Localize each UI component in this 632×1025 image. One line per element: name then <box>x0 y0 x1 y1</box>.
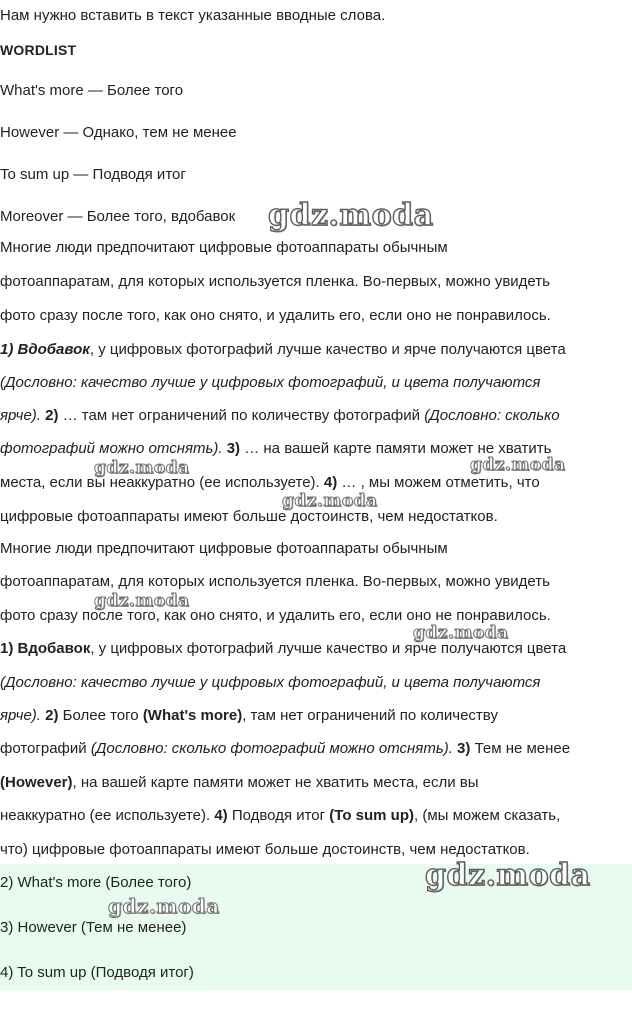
solution-line: фото сразу после того, как оно снято, и удалить его, если оно не понравилось. <box>0 607 551 624</box>
solution-line: ярче). 2) Более того (What's more), там нет ограничений по количеству <box>0 707 498 724</box>
watermark-logo: gdz.moda <box>94 458 190 478</box>
gap-2-number: 2) <box>45 407 59 424</box>
gap-3-number: 3) <box>226 440 241 457</box>
wordlist-item: What's more — Более того <box>0 82 184 99</box>
gap-4-number: 4) <box>323 474 338 491</box>
task-line: места, если вы неаккуратно (ее используете). 4) … , мы можем отметить, что <box>0 474 540 491</box>
gap-1-answer: 1) Вдобавок <box>0 341 90 358</box>
wordlist-heading: WORDLIST <box>0 42 77 58</box>
solution-line: (However), на вашей карте памяти может не хватить места, если вы <box>0 774 479 791</box>
task-line: фотографий можно отснять). 3) … на вашей карте памяти может не хватить <box>0 440 552 457</box>
wordlist-item: To sum up — Подводя итог <box>0 166 186 183</box>
watermark-logo: gdz.moda <box>413 623 509 643</box>
watermark-logo: gdz.moda <box>425 858 591 893</box>
intro-text: Нам нужно вставить в текст указанные вводные слова. <box>0 7 386 24</box>
watermark-logo: gdz.moda <box>268 198 434 233</box>
answer-item: 2) What's more (Более того) <box>0 874 192 891</box>
answer-item: 4) To sum up (Подводя итог) <box>0 964 194 981</box>
answer-item: 3) However (Тем не менее) <box>0 919 187 936</box>
wordlist-item: Moreover — Более того, вдобавок <box>0 208 236 225</box>
answers-box <box>0 864 632 990</box>
answer-3: (However) <box>0 774 73 791</box>
task-line: Многие люди предпочитают цифровые фотоаппараты обычным <box>0 239 448 256</box>
solution-line: (Дословно: качество лучше у цифровых фотографий, и цвета получаются <box>0 674 541 691</box>
watermark-logo: gdz.moda <box>282 491 378 511</box>
solution-line: 1) Вдобавок, у цифровых фотографий лучше качество и ярче получаются цвета <box>0 640 567 657</box>
answer-2: (What's more) <box>142 707 243 724</box>
task-line: 1) Вдобавок, у цифровых фотографий лучше качество и ярче получаются цвета <box>0 341 566 358</box>
task-line: фотоаппаратам, для которых используется пленка. Во-первых, можно увидеть <box>0 273 550 290</box>
solution-line: фотоаппаратам, для которых используется пленка. Во-первых, можно увидеть <box>0 573 550 590</box>
task-line: ярче). 2) … там нет ограничений по количеству фотографий (Дословно: сколько <box>0 407 560 424</box>
answer-4: (To sum up) <box>329 807 415 824</box>
watermark-logo: gdz.moda <box>108 894 220 918</box>
task-line: цифровые фотоаппараты имеют больше достоинств, чем недостатков. <box>0 508 498 525</box>
watermark-logo: gdz.moda <box>470 455 566 475</box>
watermark-logo: gdz.moda <box>94 591 190 611</box>
solution-line: фотографий (Дословно: сколько фотографий можно отснять). 3) Тем не менее <box>0 740 571 757</box>
answer-1: 1) Вдобавок <box>0 640 91 657</box>
solution-line: Многие люди предпочитают цифровые фотоаппараты обычным <box>0 540 448 557</box>
solution-line: неаккуратно (ее используете). 4) Подводя итог (To sum up), (мы можем сказать, <box>0 807 561 824</box>
solution-line: что) цифровые фотоаппараты имеют больше достоинств, чем недостатков. <box>0 841 530 858</box>
task-line: фото сразу после того, как оно снято, и удалить его, если оно не понравилось. <box>0 307 551 324</box>
task-line: (Дословно: качество лучше у цифровых фотографий, и цвета получаются <box>0 374 541 391</box>
wordlist-item: However — Однако, тем не менее <box>0 124 237 141</box>
